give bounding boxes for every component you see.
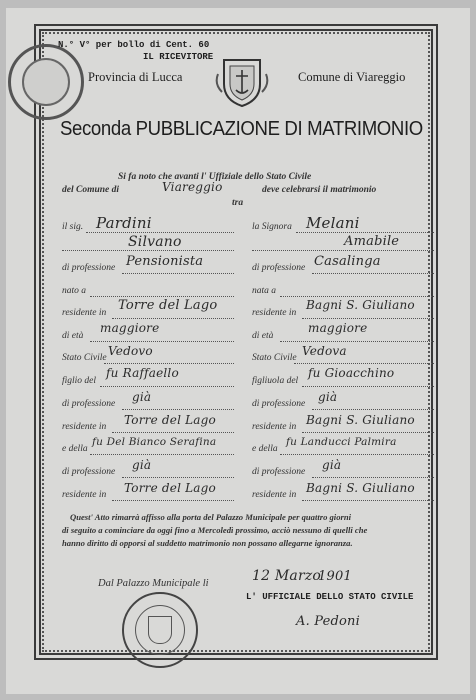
page-title: Seconda PUBBLICAZIONE DI MATRIMONIO [60, 118, 423, 140]
commune-label: Comune di Viareggio [298, 70, 406, 84]
groom-age: maggiore [100, 321, 160, 335]
groom-father: fu Raffaello [106, 366, 179, 380]
notice-line-3: hanno diritto di opporsi al suddetto matrimonio non possano allegarne ignoranza. [62, 538, 353, 548]
footer-place: Dal Palazzo Municipale li [98, 578, 209, 589]
notice-line-2: di seguito a cominciare da oggi fino a Mercoledì prossimo, acciò nessuno di quelli che [62, 525, 368, 535]
groom-profession-label: di professione [62, 263, 116, 273]
intro-tra: tra [232, 198, 244, 208]
bride-surname: Melani [306, 214, 360, 232]
intro-commune: Viareggio [162, 180, 223, 194]
bride-father-res-label: residente in [252, 422, 297, 432]
groom-given: Silvano [128, 234, 182, 250]
footer-date: 12 Marzo [252, 568, 322, 584]
bride-given: Amabile [344, 234, 400, 249]
groom-profession: Pensionista [126, 254, 204, 269]
groom-mother-res: Torre del Lago [124, 481, 216, 495]
bride-profession: Casalinga [314, 254, 381, 269]
bride-residence: Bagni S. Giuliano [306, 298, 415, 312]
bride-father: fu Gioacchino [308, 366, 395, 380]
bride-title-label: la Signora [252, 222, 292, 232]
bride-father-res: Bagni S. Giuliano [306, 413, 415, 427]
intro-line-1: Si fa noto che avanti l' Uffiziale dello Stato Civile [118, 172, 312, 182]
groom-mother: fu Del Bianco Serafina [92, 436, 217, 448]
coat-of-arms-icon [214, 54, 270, 108]
province-label: Provincia di Lucca [88, 70, 183, 84]
bride-father-prof: già [318, 390, 338, 404]
bride-profession-label: di professione [252, 263, 306, 273]
intro-line-2b: deve celebrarsi il matrimonio [262, 185, 377, 195]
municipal-seal [122, 592, 198, 668]
receiver-label: IL RICEVITORE [143, 52, 214, 62]
bride-age-label: di età [252, 331, 274, 341]
groom-civil: Vedovo [108, 344, 153, 358]
groom-father-prof-label: di professione [62, 399, 116, 409]
bride-mother-res: Bagni S. Giuliano [306, 481, 415, 495]
bride-mother-res-label: residente in [252, 490, 297, 500]
groom-surname: Pardini [96, 214, 152, 232]
bride-father-prof-label: di professione [252, 399, 306, 409]
intro-line-2a: del Comune di [62, 185, 120, 195]
groom-born-label: nato a [62, 286, 87, 296]
bride-parent-label: figliuola del [252, 376, 299, 386]
groom-age-label: di età [62, 331, 84, 341]
bride-residence-label: residente in [252, 308, 297, 318]
groom-father-res-label: residente in [62, 422, 107, 432]
groom-mother-res-label: residente in [62, 490, 107, 500]
bride-born-label: nata a [252, 286, 277, 296]
groom-civil-label: Stato Civile [62, 353, 107, 363]
stamp-note: N.° V° per bollo di Cent. 60 [58, 40, 210, 50]
groom-parent-label: figlio del [62, 376, 97, 386]
bride-civil-label: Stato Civile [252, 353, 297, 363]
bride-mother-label: e della [252, 444, 278, 454]
groom-mother-prof: già [132, 458, 152, 472]
officer-signature: A. Pedoni [296, 614, 360, 629]
groom-mother-label: e della [62, 444, 88, 454]
footer-year: 1901 [318, 569, 352, 584]
groom-father-res: Torre del Lago [124, 413, 216, 427]
groom-father-prof: già [132, 390, 152, 404]
bride-age: maggiore [308, 321, 368, 335]
groom-title-label: il sig. [62, 222, 84, 232]
officer-label: L' UFFICIALE DELLO STATO CIVILE [246, 592, 414, 602]
bride-mother: fu Landucci Palmira [286, 436, 397, 448]
bride-mother-prof-label: di professione [252, 467, 306, 477]
groom-residence: Torre del Lago [118, 298, 218, 313]
notice-line-1: Quest' Atto rimarrà affisso alla porta del Palazzo Municipale per quattro giorni [70, 512, 352, 522]
groom-residence-label: residente in [62, 308, 107, 318]
revenue-stamp [8, 44, 84, 120]
bride-civil: Vedova [302, 344, 347, 358]
groom-mother-prof-label: di professione [62, 467, 116, 477]
bride-mother-prof: già [322, 458, 342, 472]
